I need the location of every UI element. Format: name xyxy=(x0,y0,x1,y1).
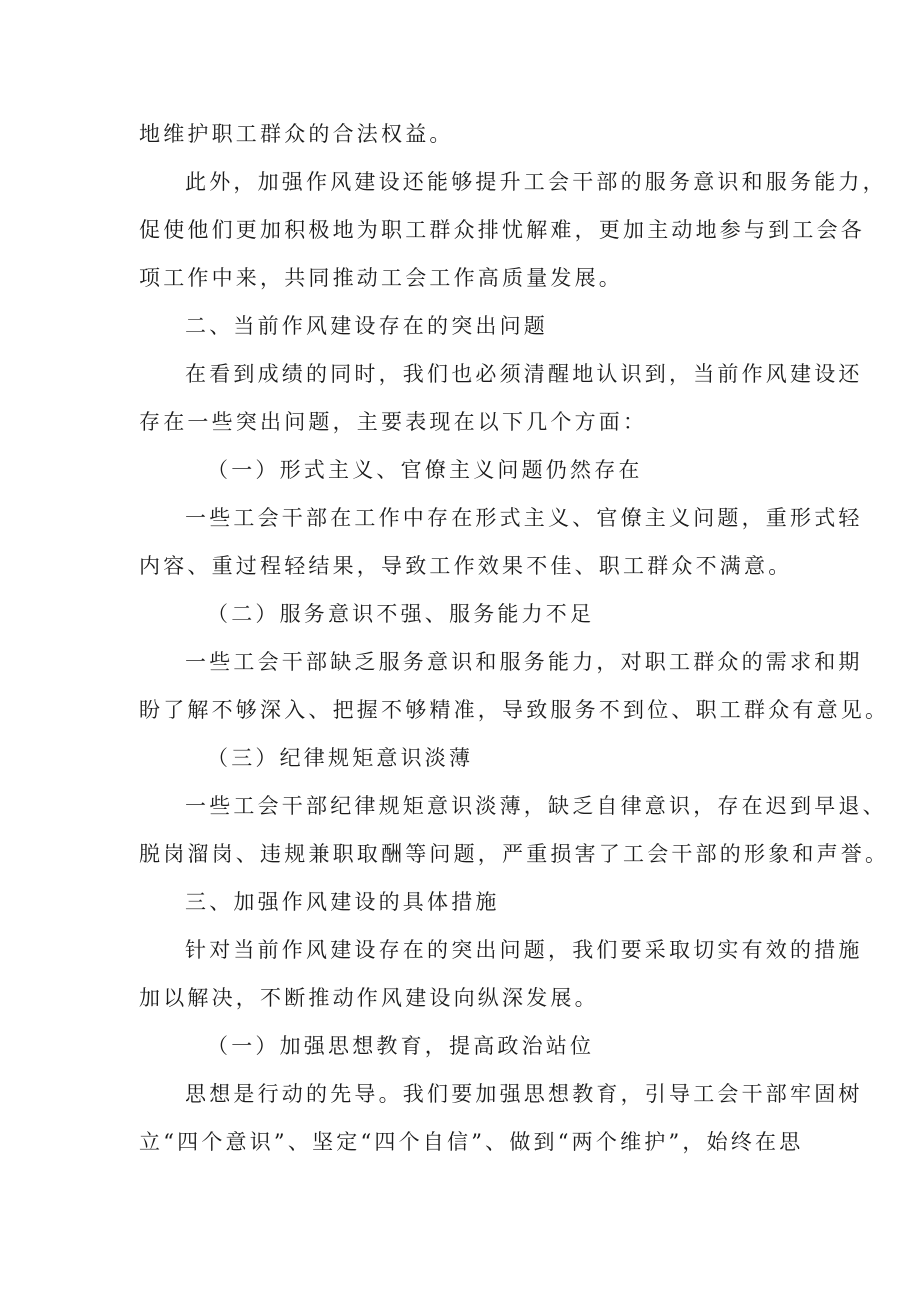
subheading-2-1: （一）形式主义、官僚主义问题仍然存在 xyxy=(207,458,643,482)
paragraph-first-line: 在看到成绩的同时，我们也必须清醒地认识到，当前作风建设还 xyxy=(185,362,863,386)
section-heading-2: 二、当前作风建设存在的突出问题 xyxy=(185,314,548,338)
body-text-line: 立“四个意识”、坚定“四个自信”、做到“两个维护”，始终在思 xyxy=(139,1130,804,1154)
paragraph-first-line: 思想是行动的先导。我们要加强思想教育，引导工会干部牢固树 xyxy=(185,1082,863,1106)
paragraph-first-line: 针对当前作风建设存在的突出问题，我们要采取切实有效的措施 xyxy=(185,938,863,962)
paragraph-first-line: 一些工会干部纪律规矩意识淡薄，缺乏自律意识，存在迟到早退、 xyxy=(185,794,887,818)
subheading-2-3: （三）纪律规矩意识淡薄 xyxy=(207,746,474,770)
body-text-line: 脱岗溜岗、违规兼职取酬等问题，严重损害了工会干部的形象和声誉。 xyxy=(139,842,890,866)
body-text-line: 盼了解不够深入、把握不够精准，导致服务不到位、职工群众有意见。 xyxy=(139,698,890,722)
body-text-line: 地维护职工群众的合法权益。 xyxy=(139,122,454,146)
paragraph-first-line: 一些工会干部缺乏服务意识和服务能力，对职工群众的需求和期 xyxy=(185,650,863,674)
subheading-3-1: （一）加强思想教育，提高政治站位 xyxy=(207,1034,595,1058)
body-text-line: 内容、重过程轻结果，导致工作效果不佳、职工群众不满意。 xyxy=(139,554,793,578)
body-text-line: 项工作中来，共同推动工会工作高质量发展。 xyxy=(139,266,623,290)
paragraph-first-line: 此外，加强作风建设还能够提升工会干部的服务意识和服务能力， xyxy=(185,170,887,194)
body-text-line: 加以解决，不断推动作风建设向纵深发展。 xyxy=(139,986,599,1010)
section-heading-3: 三、加强作风建设的具体措施 xyxy=(185,890,500,914)
body-text-line: 存在一些突出问题，主要表现在以下几个方面： xyxy=(139,410,648,434)
subheading-2-2: （二）服务意识不强、服务能力不足 xyxy=(207,602,595,626)
paragraph-first-line: 一些工会干部在工作中存在形式主义、官僚主义问题，重形式轻 xyxy=(185,506,863,530)
body-text-line: 促使他们更加积极地为职工群众排忧解难，更加主动地参与到工会各 xyxy=(139,218,865,242)
